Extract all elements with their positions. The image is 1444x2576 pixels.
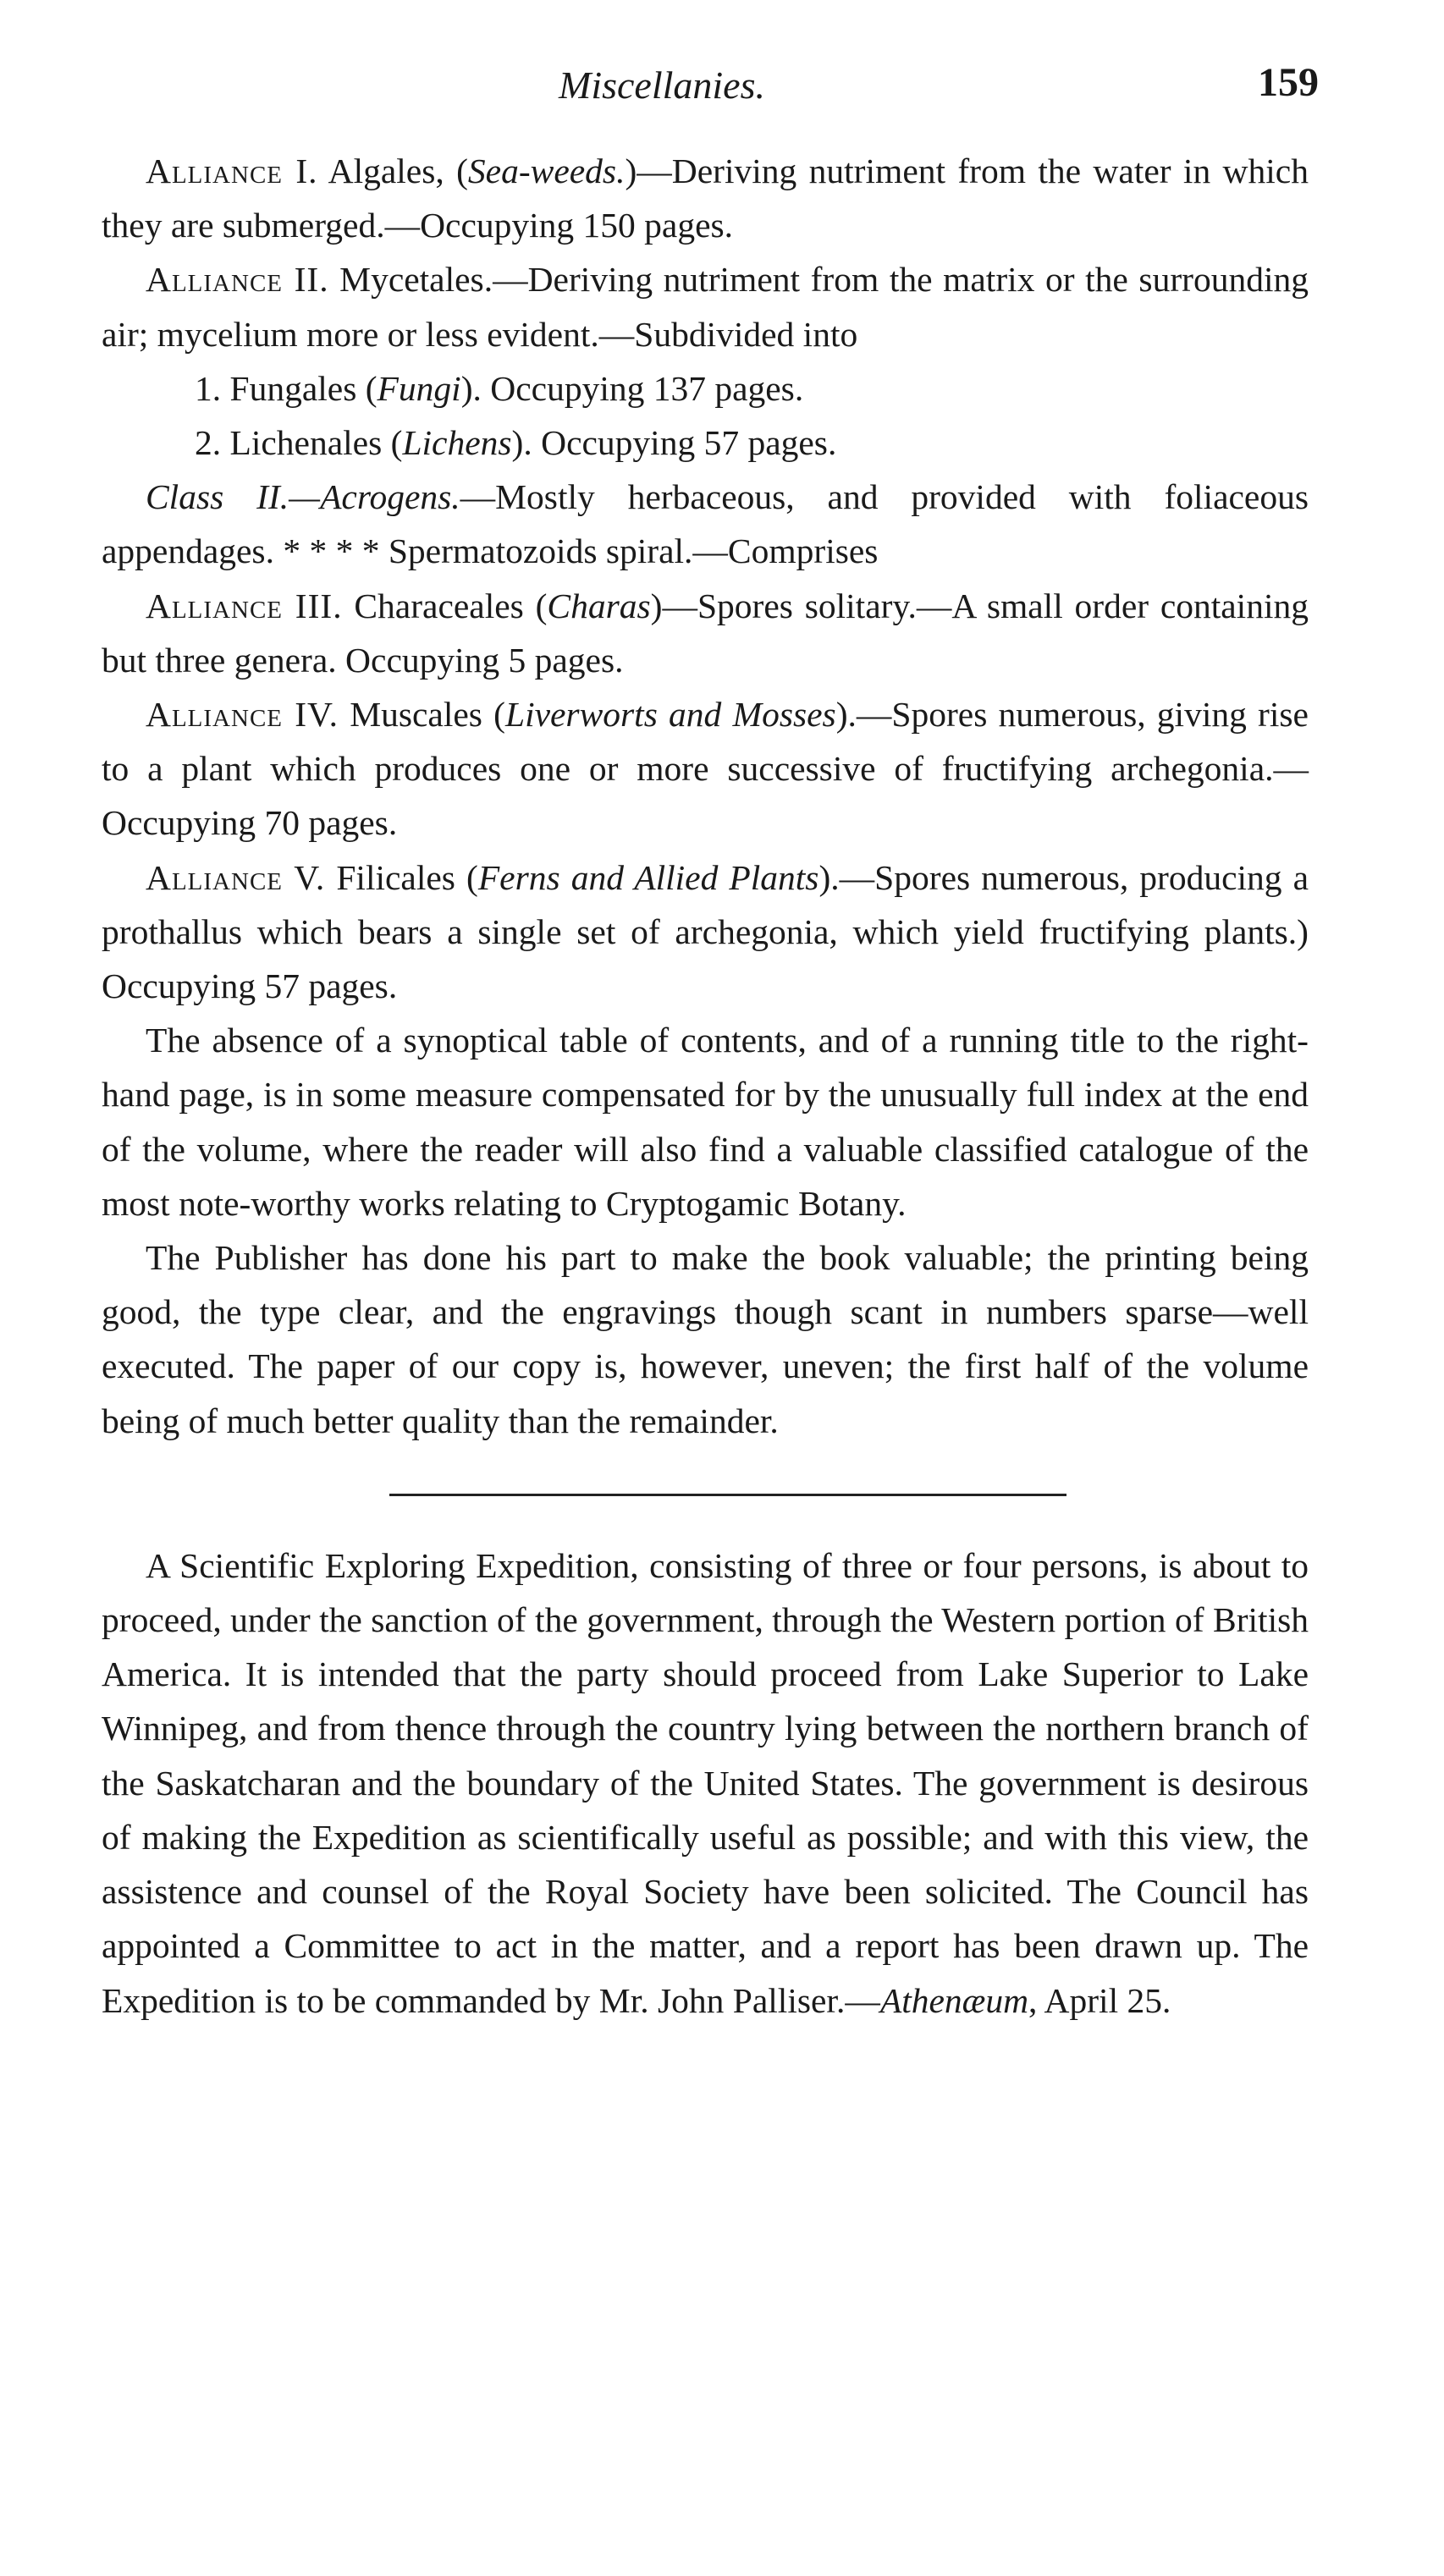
paragraph-alliance-3 [102,579,1309,687]
italic-run: Charas [547,586,651,625]
text-run: The absence of a synoptical table of contents, and of a running title to the right-hand page, is in some measure compensated for by the unusually full index at the end of the volume, where the reader will also find a valuable classified catalogue of the most note-worthy works relating to Cryptogamic Botany. [102,1021,1309,1223]
paragraph-index-note [102,1013,1309,1230]
running-title: Miscellanies. [559,63,765,107]
text-run: ).—Spores numerous, producing a prothallus which bears a single set of archegonia, which yield fructifying plants.) Occupying 57 pages. [102,857,1309,1006]
page-number: 159 [1258,60,1319,105]
text-run: 1. Fungales ( [195,368,378,408]
text-run: )—Deriving nutriment from the water in which they are submerged.—Occupying 150 pages. [102,151,1309,245]
paragraph-alliance-1 [102,144,1309,252]
italic-run: Ferns and Allied Plants [477,857,819,897]
italic-run: Class II.—Acrogens. [146,477,460,517]
review-text [102,144,1309,2028]
italic-run: Athenæum [879,1980,1029,2020]
text-run: ).—Spores numerous, giving rise to a plant which produces one or more successive of fructifying archegonia.—Occupying 70 pages. [102,695,1309,843]
text-run: The Publisher has done his part to make the book valuable; the printing being good, the type clear, and the engravings though scant in numbers sparse—well executed. The paper of our copy is, however, uneven; the first half of the volume being of much better quality than the remainder. [102,1238,1309,1440]
paragraph-alliance-4 [102,687,1309,850]
text-run: ). Occupying 57 pages. [511,423,837,463]
list-item-fungales [102,361,1309,416]
paragraph-class-2 [102,470,1309,578]
paragraph-alliance-5 [102,850,1309,1014]
text-run: Algales, ( [317,151,468,190]
text-run: Muscales ( [339,695,505,735]
alliance-label: Alliance III. [146,586,343,625]
text-run: —Mostly herbaceous, and provided with foliaceous appendages. * * * * Spermatozoids spiral.—Comprises [102,477,1309,571]
paragraph-publisher-note [102,1230,1309,1448]
italic-run: Liverworts and Mosses [504,695,836,735]
alliance-label: Alliance I. [146,151,318,190]
list-item-lichenales [102,416,1309,470]
italic-run: Fungi [377,368,461,408]
text-run: Filicales ( [325,857,478,897]
text-run: )—Spores solitary.—A small order containing but three genera. Occupying 5 pages. [102,586,1309,680]
paragraph-expedition [102,1538,1309,2028]
alliance-label: Alliance II. [146,260,329,300]
text-run: ). Occupying 137 pages. [460,368,804,408]
section-divider [389,1494,1066,1496]
italic-run: Lichens [402,423,512,463]
alliance-label: Alliance V. [146,857,326,897]
text-run: 2. Lichenales ( [195,423,403,463]
text-run: A Scientific Exploring Expedition, consisting of three or four persons, is about to proceed, under the sanction of the government, through the Western portion of British America. It is intended that the party should proceed from Lake Superior to Lake Winnipeg, and from thence through the country lying between the northern branch of the Saskatcharan and the boundary of the United States. The government is desirous of making the Expedition as scientifically useful as possible; and with this view, the assistence and counsel of the Royal Society have been solicited. The Council has appointed a Committee to act in the matter, and a report has been drawn up. The Expedition is to be commanded by Mr. John Palliser.— [102,1545,1309,2020]
text-run: Characeales ( [342,586,548,625]
text-run: Mycetales.—Deriving nutriment from the matrix or the surrounding air; mycelium more or less evident.—Subdivided into [102,260,1309,354]
text-run: , April 25. [1028,1980,1171,2020]
running-head [102,51,1319,144]
alliance-label: Alliance IV. [146,695,339,735]
paragraph-alliance-2 [102,252,1309,361]
italic-run: Sea-weeds. [467,151,626,190]
